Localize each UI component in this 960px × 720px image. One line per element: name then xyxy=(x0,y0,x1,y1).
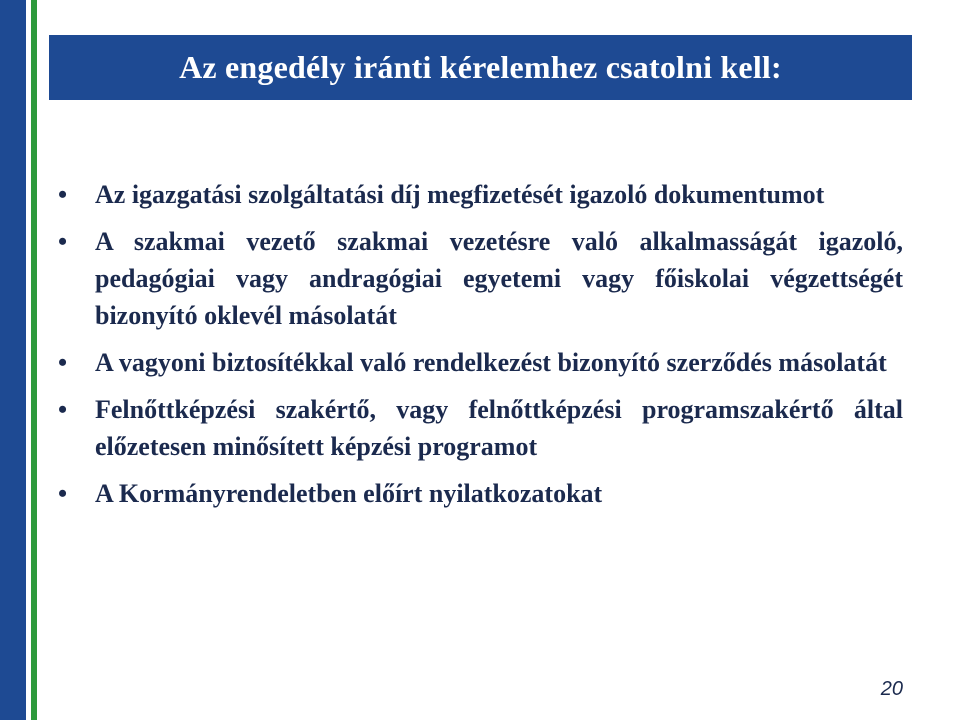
bullet-icon: • xyxy=(58,227,68,256)
bullet-text: A szakmai vezető szakmai vezetésre való alkalmasságát igazoló, pedagógiai vagy andragógiai egyetemi vagy főiskolai végzettségét bizonyító oklevél másolatát xyxy=(95,227,903,330)
bullet-item xyxy=(58,391,903,465)
bullet-icon: • xyxy=(58,395,68,424)
left-green-stripe xyxy=(31,0,37,720)
page-number: 20 xyxy=(880,678,903,700)
bullet-list xyxy=(58,176,903,522)
slide-title: Az engedély iránti kérelemhez csatolni kell: xyxy=(179,49,782,85)
left-blue-stripe xyxy=(0,0,26,720)
bullet-item xyxy=(58,223,903,334)
bullet-item xyxy=(58,176,903,213)
title-bar xyxy=(49,35,912,100)
bullet-text: A vagyoni biztosítékkal való rendelkezést bizonyító szerződés másolatát xyxy=(95,348,887,377)
bullet-text: A Kormányrendeletben előírt nyilatkozatokat xyxy=(95,479,603,508)
bullet-icon: • xyxy=(58,479,68,508)
bullet-item xyxy=(58,344,903,381)
bullet-icon: • xyxy=(58,348,68,377)
bullet-text: Felnőttképzési szakértő, vagy felnőttképzési programszakértő által előzetesen minősített képzési programot xyxy=(95,395,903,461)
bullet-text: Az igazgatási szolgáltatási díj megfizetését igazoló dokumentumot xyxy=(95,180,825,209)
bullet-icon: • xyxy=(58,180,68,209)
bullet-item xyxy=(58,475,903,512)
